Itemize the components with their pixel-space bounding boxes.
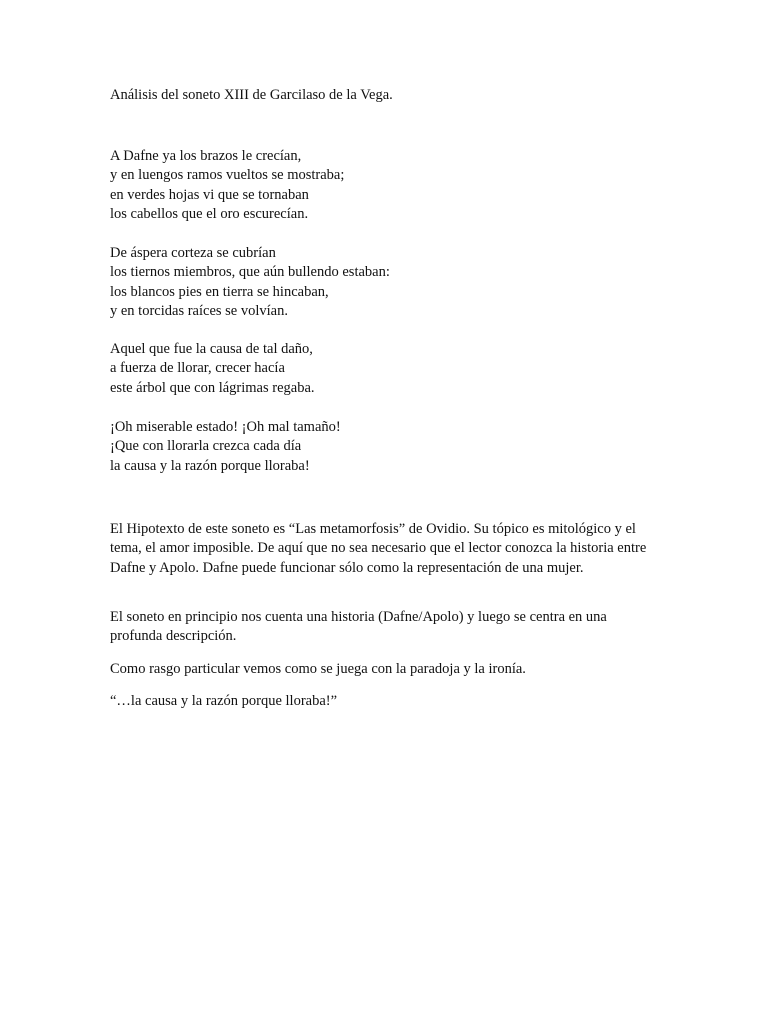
document-title: Análisis del soneto XIII de Garcilaso de la Vega. — [110, 87, 393, 103]
poem-line: los cabellos que el oro escurecían. — [110, 205, 309, 222]
poem-line: en verdes hojas vi que se tornaban — [110, 186, 309, 203]
poem-line: los tiernos miembros, que aún bullendo estaban: — [110, 264, 390, 281]
poem-line: los blancos pies en tierra se hincaban, — [110, 283, 329, 300]
poem-line: este árbol que con lágrimas regaba. — [110, 379, 315, 396]
poem-stanza-2 — [110, 244, 390, 321]
quote-paragraph: “…la causa y la razón porque lloraba!” — [110, 693, 338, 709]
poem-line: y en torcidas raíces se volvían. — [110, 302, 288, 319]
poem-line: Aquel que fue la causa de tal daño, — [110, 341, 313, 357]
poem-stanza-1 — [110, 147, 344, 224]
analysis-paragraph: Como rasgo particular vemos como se juega con la paradoja y la ironía. — [110, 661, 526, 677]
poem-line: A Dafne ya los brazos le crecían, — [110, 148, 302, 164]
poem-line: ¡Que con llorarla crezca cada día — [110, 438, 302, 455]
poem-line: y en luengos ramos vueltos se mostraba; — [110, 167, 345, 184]
poem-stanza-4 — [110, 418, 341, 476]
poem-line: a fuerza de llorar, crecer hacía — [110, 360, 285, 377]
analysis-paragraph: El soneto en principio nos cuenta una historia (Dafne/Apolo) y luego se centra en una profunda descripción. — [110, 609, 607, 645]
analysis-paragraph: El Hipotexto de este soneto es “Las metamorfosis” de Ovidio. Su tópico es mitológico y el tema, el amor imposible. De aquí que no sea necesario que el lector conozca la historia entre Dafne y Apolo. Dafne puede funcionar sólo como la representación de una mujer. — [110, 521, 647, 576]
poem-line: De áspera corteza se cubrían — [110, 245, 276, 261]
poem-line: ¡Oh miserable estado! ¡Oh mal tamaño! — [110, 419, 341, 435]
poem-stanza-3 — [110, 340, 315, 398]
poem-line: la causa y la razón porque lloraba! — [110, 457, 310, 474]
